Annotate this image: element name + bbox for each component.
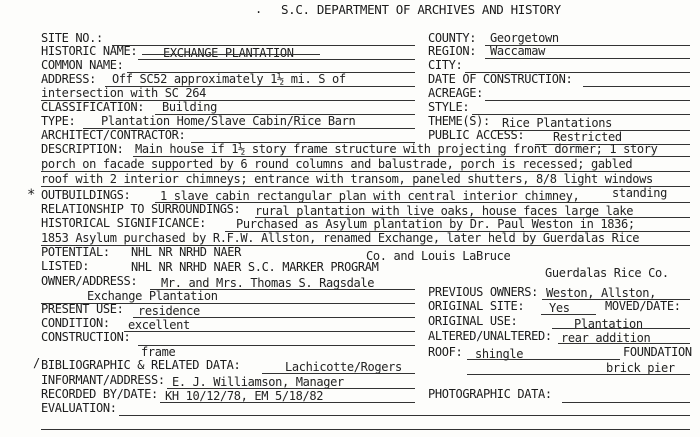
address-value-2: intersection with SC 264 — [41, 86, 206, 100]
recorded-value: KH 10/12/78, EM 5/18/82 — [165, 389, 324, 403]
construction-line — [138, 345, 415, 346]
condition-label: CONDITION: — [41, 316, 110, 330]
bibliographic-line — [262, 373, 415, 374]
historic-name-strike — [142, 54, 320, 55]
relationship-value: rural plantation with live oaks, house faces large lake — [255, 204, 634, 218]
foundation-label: FOUNDATION — [623, 345, 692, 359]
description-value-2: porch on facade supported by 6 round columns and balustrade, porch is recessed; gabled — [41, 157, 633, 171]
evaluation-line-1 — [119, 415, 690, 416]
owner-value-1: Mr. and Mrs. Thomas S. Ragsdale — [161, 276, 375, 290]
acreage-line — [485, 100, 690, 101]
date-construction-label: DATE OF CONSTRUCTION: — [428, 72, 573, 86]
previous-owners-label: PREVIOUS OWNERS: — [428, 285, 538, 299]
altered-label: ALTERED/UNALTERED: — [428, 329, 552, 343]
recorded-label: RECORDED BY/DATE: — [41, 387, 158, 401]
informant-value: E. J. Williamson, Manager — [172, 375, 344, 389]
date-construction-line — [583, 86, 690, 87]
classification-label: CLASSIFICATION: — [41, 100, 145, 114]
city-label: CITY: — [428, 58, 463, 72]
outbuildings-label: OUTBUILDINGS: — [41, 188, 131, 202]
roof-line — [467, 359, 620, 360]
original-site-line — [541, 314, 596, 315]
outbuildings-star: * — [27, 187, 36, 203]
county-value: Georgetown — [490, 31, 559, 45]
recorded-line — [160, 402, 415, 403]
condition-value: excellent — [128, 318, 190, 332]
outbuildings-value-2: standing — [612, 186, 667, 200]
foundation-value: brick pier — [606, 361, 675, 375]
previous-owners-value-1: Guerdalas Rice Co. — [545, 266, 669, 280]
address-label: ADDRESS: — [41, 72, 96, 86]
type-value: Plantation Home/Slave Cabin/Rice Barn — [101, 114, 356, 128]
significance-value-2: 1853 Asylum purchased by R.F.W. Allston, renamed Exchange, later held by Guerdalas Rice — [41, 231, 640, 245]
original-use-label: ORIGINAL USE: — [428, 314, 518, 328]
roof-label: ROOF: — [428, 345, 463, 359]
header-dot: . — [255, 2, 262, 16]
original-use-value: Plantation — [574, 317, 643, 331]
theme-label: THEME(S): — [428, 114, 490, 128]
type-label: TYPE: — [41, 114, 76, 128]
description-label: DESCRIPTION: — [41, 142, 124, 156]
bibliographic-label: BIBLIOGRAPHIC & RELATED DATA: — [41, 358, 241, 372]
relationship-label: RELATIONSHIP TO SURROUNDINGS: — [41, 202, 241, 216]
owner-address-label: OWNER/ADDRESS: — [41, 274, 138, 288]
county-label: COUNTY: — [428, 31, 477, 45]
public-access-value: Restricted — [553, 130, 622, 144]
photographic-line — [562, 402, 690, 403]
historic-name-label: HISTORIC NAME: — [41, 44, 138, 58]
original-site-label: ORIGINAL SITE: — [428, 299, 525, 313]
architect-label: ARCHITECT/CONTRACTOR: — [41, 128, 186, 142]
acreage-label: ACREAGE: — [428, 86, 483, 100]
significance-value-1: Purchased as Asylum plantation by Dr. Paul Weston in 1836; — [236, 217, 635, 231]
region-value: Waccamaw — [490, 44, 545, 58]
evaluation-label: EVALUATION: — [41, 401, 117, 415]
present-use-label: PRESENT USE: — [41, 302, 124, 316]
potential-options: NHL NR NRHD NAER — [131, 245, 241, 259]
classification-value: Building — [162, 100, 217, 114]
original-use-line — [552, 328, 690, 329]
altered-line — [558, 343, 690, 344]
historic-name-line — [138, 59, 415, 60]
potential-extra: Co. and Louis LaBruce — [366, 249, 511, 263]
style-label: STYLE: — [428, 100, 470, 114]
foundation-line — [467, 374, 690, 375]
region-line — [485, 58, 690, 59]
theme-value: Rice Plantations — [502, 116, 612, 130]
evaluation-line-2 — [41, 429, 690, 430]
construction-label: CONSTRUCTION: — [41, 330, 131, 344]
potential-label: POTENTIAL: — [41, 245, 110, 259]
listed-options: NHL NR NRHD NAER S.C. MARKER PROGRAM — [131, 260, 379, 274]
region-label: REGION: — [428, 44, 477, 58]
address-value-1: Off SC52 approximately 1½ mi. S of — [112, 72, 346, 86]
bibliographic-value: Lachicotte/Rogers — [285, 360, 402, 374]
photographic-label: PHOTOGRAPHIC DATA: — [428, 387, 552, 401]
moved-date-label: MOVED/DATE: — [605, 299, 681, 313]
informant-label: INFORMANT/ADDRESS: — [41, 373, 165, 387]
common-name-label: COMMON NAME: — [41, 58, 124, 72]
significance-label: HISTORICAL SIGNIFICANCE: — [41, 216, 206, 230]
historic-name-value: EXCHANGE PLANTATION — [163, 46, 294, 60]
description-line-3 — [41, 186, 690, 187]
description-value-3: roof with 2 interior chimneys; entrance with transom, paneled shutters, 8/8 light windows — [41, 172, 653, 186]
roof-value: shingle — [475, 347, 524, 361]
present-use-value: residence — [138, 304, 200, 318]
construction-value: frame — [141, 345, 176, 359]
listed-label: LISTED: — [41, 259, 90, 273]
style-line — [472, 114, 690, 115]
altered-value: rear addition — [561, 331, 651, 345]
public-access-label: PUBLIC ACCESS: — [428, 128, 525, 142]
form-header: S.C. DEPARTMENT OF ARCHIVES AND HISTORY — [281, 2, 561, 17]
previous-owners-value-2: Weston, Allston, — [546, 286, 656, 300]
bibliographic-mark: / — [33, 356, 40, 370]
original-site-value: Yes — [549, 301, 570, 315]
description-value-1: Main house if 1½ story frame structure with projecting front dormer; 1 story — [135, 142, 658, 156]
outbuildings-value-1: 1 slave cabin rectangular plan with central interior chimney, — [160, 189, 580, 203]
owner-value-2: Exchange Plantation — [87, 289, 218, 303]
site-no-label: SITE NO.: — [41, 31, 103, 45]
condition-line — [124, 331, 415, 332]
